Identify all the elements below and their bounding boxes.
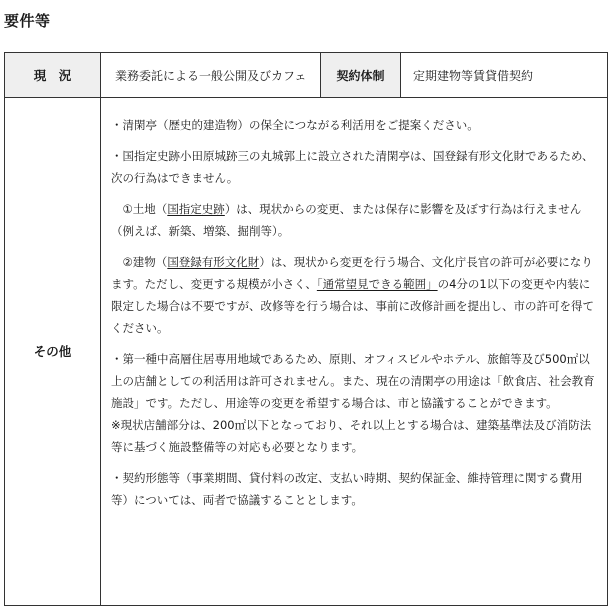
- paragraph-building-underlined2: 「通常望見できる範囲」: [316, 277, 438, 291]
- status-value: 業務委託による一般公開及びカフェ: [101, 53, 321, 97]
- other-row: [5, 97, 607, 605]
- paragraph-land-underlined: 国指定史跡: [167, 202, 225, 216]
- other-content: [101, 97, 607, 605]
- paragraph-land-pre: ①土地（: [111, 202, 168, 216]
- paragraph-restrictions: ・国指定史跡小田原城跡三の丸城郭上に設立された清閑亭は、国登録有形文化財であるため、次の行為はできません。: [111, 149, 594, 185]
- contract-value: 定期建物等賃貸借契約: [413, 68, 534, 83]
- contract-header: 契約体制: [321, 53, 401, 97]
- paragraph-store-note: ※現状店舗部分は、200㎡以下となっており、それ以上とする場合は、建築基準法及び消防法等に基づく施設整備等の対応も必要となります。: [111, 418, 592, 454]
- paragraph-building-pre: ②建物（: [111, 255, 168, 269]
- paragraph-zoning: ・第一種中高層住居専用地域であるため、原則、オフィスビルやホテル、旅館等及び500㎡以上の店舗としての利活用は許可されません。また、現在の清閑亭の用途は「飲食店、社会教育施設」です。ただし、用途等の変更を希望する場合は、市と協議することができます。: [111, 352, 595, 410]
- paragraph-utilization: ・清閑亭（歴史的建造物）の保全につながる利活用をご提案ください。: [111, 118, 479, 132]
- other-header: その他: [5, 97, 101, 605]
- paragraph-contract-terms: ・契約形態等（事業期間、貸付料の改定、支払い時期、契約保証金、維持管理に関する費用等）については、両者で協議することとします。: [111, 471, 583, 507]
- status-row: [5, 53, 607, 98]
- requirements-table: [4, 52, 608, 606]
- page-title: 要件等: [4, 12, 51, 30]
- paragraph-building: [111, 251, 599, 339]
- paragraph-building-post: の4分の1以下の変更や内装に限定した場合は不要ですが、改修等を行う場合は、事前に改修計画を提出し、市の許可を得てください。: [111, 277, 594, 335]
- status-header: 現 況: [5, 53, 101, 97]
- paragraph-building-underlined1: 国登録有形文化財: [167, 255, 260, 269]
- paragraph-land: [111, 198, 599, 242]
- paragraph-land-post: ）は、現状からの変更、または保存に影響を及ぼす行為は行えません（例えば、新築、増築、掘削等）。: [111, 202, 582, 238]
- paragraph-building-mid: ）は、現状から変更を行う場合、文化庁長官の許可が必要になります。ただし、変更する規模が小さく、: [111, 255, 593, 291]
